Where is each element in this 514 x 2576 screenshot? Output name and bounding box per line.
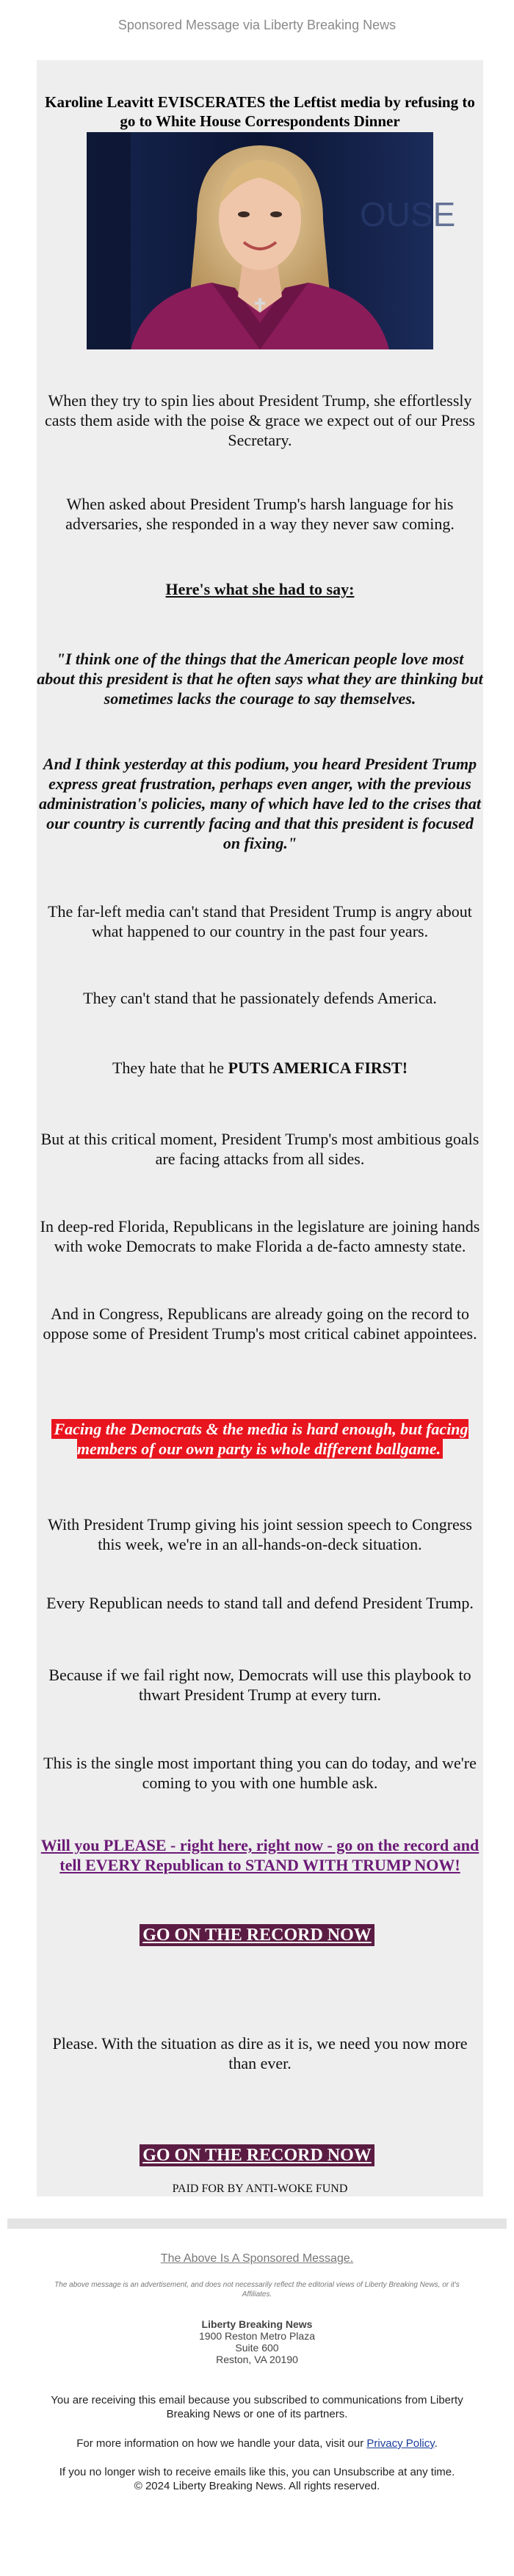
article-photo	[87, 132, 456, 349]
paid-for-by: PAID FOR BY ANTI-WOKE FUND	[172, 2183, 348, 2195]
sponsored-message-title: The Above Is A Sponsored Message.	[160, 2252, 354, 2265]
highlight-text: Facing the Democrats & the media is hard enough, but facing members of our own party is whole different ballgame.	[51, 1419, 468, 1459]
cta-button-2[interactable]	[0, 2144, 514, 2166]
message-card	[37, 60, 483, 2196]
paragraph-harsh-language: When asked about President Trump's harsh language for his adversaries, she responded in a way they never saw coming.	[65, 495, 455, 533]
privacy-notice	[37, 2437, 477, 2450]
highlight-banner	[37, 1419, 483, 1459]
paragraph-joint-session: With President Trump giving his joint session speech to Congress this week, we're in an all-hands-on-deck situation.	[48, 1515, 472, 1553]
paragraph-america-first	[37, 1058, 483, 1078]
paragraph-congress: And in Congress, Republicans are already going on the record to oppose some of President Trump's most critical cabinet appointees.	[43, 1305, 477, 1343]
subscription-notice: You are receiving this email because you subscribed to communications from Liberty Breaking News or one of its partners.	[51, 2394, 463, 2420]
paragraph-humble-ask: This is the single most important thing you can do today, and we're coming to you with one humble ask.	[43, 1754, 477, 1792]
address-line-3: Reston, VA 20190	[216, 2354, 298, 2365]
paragraph-dire-situation: Please. With the situation as dire as it is, we need you now more than ever.	[52, 2034, 468, 2072]
unsubscribe-link[interactable]: Unsubscribe	[333, 2466, 395, 2478]
headline: Karoline Leavitt EVISCERATES the Leftist media by refusing to go to White House Correspondents Dinner	[45, 93, 475, 130]
paragraph-florida: In deep-red Florida, Republicans in the legislature are joining hands with woke Democrats to make Florida a de-facto amnesty state.	[40, 1217, 480, 1255]
address-org: Liberty Breaking News	[201, 2318, 313, 2330]
paragraph-america-first-text: They hate that he	[112, 1059, 228, 1077]
paragraph-attacks: But at this critical moment, President Trump's most ambitious goals are facing attacks from all sides.	[40, 1130, 479, 1168]
cta-button-1-label[interactable]: GO ON THE RECORD NOW	[140, 1924, 374, 1946]
paragraph-stand-tall: Every Republican needs to stand tall and defend President Trump.	[46, 1594, 474, 1612]
svg-text:OUSE: OUSE	[360, 195, 456, 233]
paragraph-poise: When they try to spin lies about President Trump, she effortlessly casts them aside with the poise & grace we expect out of our Press Secretary.	[45, 391, 475, 449]
america-first-bold: PUTS AMERICA FIRST!	[228, 1059, 408, 1077]
unsubscribe-prefix: If you no longer wish to receive emails like this, you can	[59, 2466, 334, 2478]
unsubscribe-suffix: at any time.	[394, 2466, 455, 2478]
cta-button-1[interactable]	[0, 1924, 514, 1946]
sub-heading: Here's what she had to say:	[165, 580, 355, 598]
copyright: © 2024 Liberty Breaking News. All rights reserved.	[134, 2480, 380, 2492]
disclaimer: The above message is an advertisement, and does not necessarily reflect the editorial views of Liberty Breaking News, or it's Affiliates.	[54, 2281, 460, 2299]
privacy-suffix: .	[434, 2437, 438, 2450]
address-line-2: Suite 600	[235, 2342, 279, 2354]
cta-button-2-label[interactable]: GO ON THE RECORD NOW	[140, 2144, 374, 2166]
privacy-prefix: For more information on how we handle your data, visit our	[76, 2437, 367, 2450]
quote-2: And I think yesterday at this podium, you heard President Trump express great frustration, perhaps even anger, with the previous administration's policies, many of which have led to the crises that our country is currently facing and that this president is focused on fixing."	[39, 755, 481, 852]
divider	[7, 2218, 507, 2229]
privacy-policy-link[interactable]: Privacy Policy	[366, 2437, 435, 2450]
quote-1: "I think one of the things that the American people love most about this president is that he often says what they are thinking but sometimes lacks the courage to say themselves.	[37, 650, 483, 708]
paragraph-defends-america: They can't stand that he passionately defends America.	[83, 989, 437, 1007]
mailing-address	[0, 2318, 514, 2365]
address-line-1: 1900 Reston Metro Plaza	[199, 2330, 315, 2342]
unsubscribe-notice	[37, 2465, 477, 2479]
paragraph-far-left-media: The far-left media can't stand that President Trump is angry about what happened to our country in the past four years.	[48, 902, 472, 940]
sponsor-line: Sponsored Message via Liberty Breaking News	[117, 18, 397, 32]
stand-with-trump-link[interactable]: Will you PLEASE - right here, right now - go on the record and tell EVERY Republican to STAND WITH TRUMP NOW!	[40, 1836, 479, 1874]
paragraph-playbook: Because if we fail right now, Democrats will use this playbook to thwart President Trump at every turn.	[48, 1666, 471, 1704]
